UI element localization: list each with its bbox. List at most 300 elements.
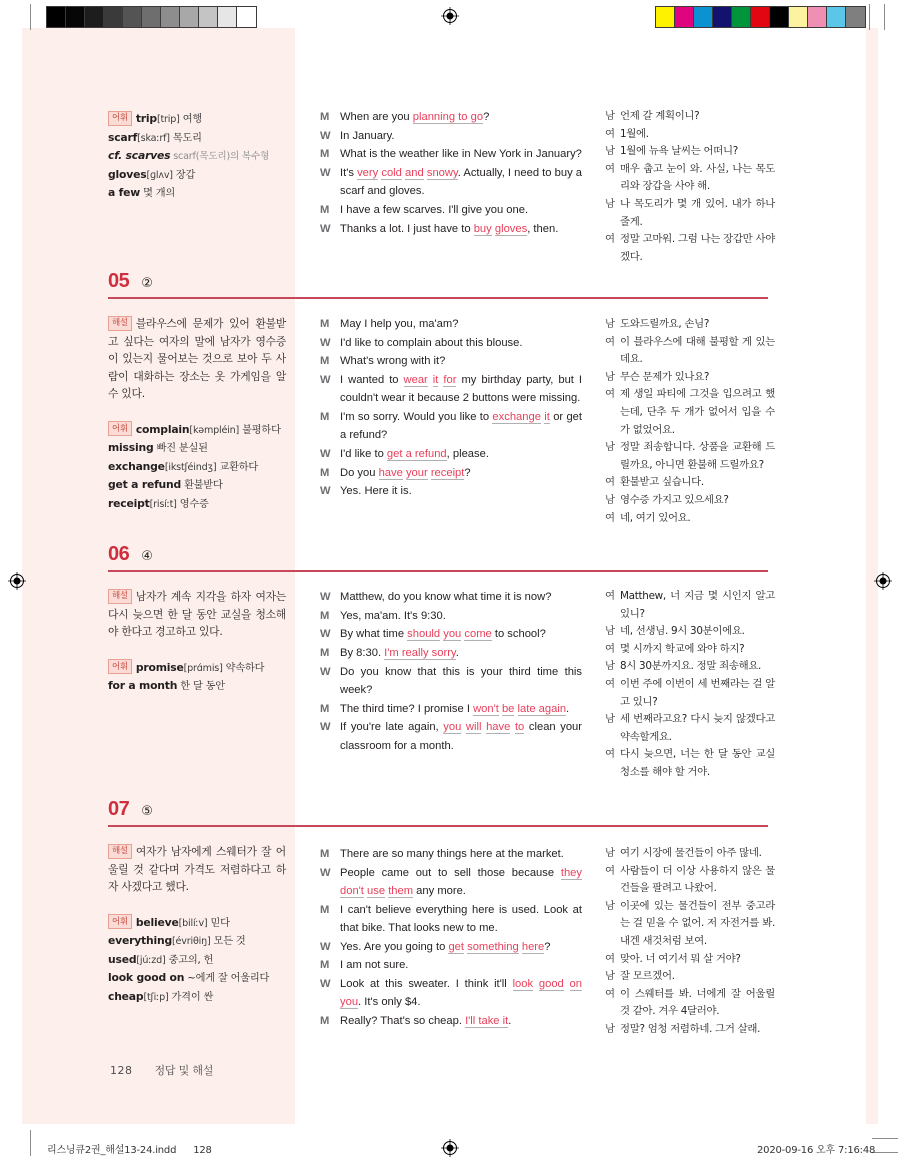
translation-line (605, 968, 775, 986)
question-header-row (108, 543, 768, 570)
color-swatch (751, 7, 770, 27)
translation-text: Matthew, 너 지금 몇 시인지 알고 있니? (620, 590, 775, 620)
explanation-tag: 해설 (108, 316, 132, 331)
highlighted-phrase: it (432, 374, 439, 387)
question-header (108, 798, 768, 827)
translation-text: 잘 모르겠어. (620, 970, 675, 983)
question-number: 06 (108, 543, 130, 565)
grayscale-swatch (180, 7, 199, 27)
translation-speaker-label: 남 (605, 110, 615, 122)
grayscale-calibration-bar (46, 6, 257, 28)
vocabulary-meaning: 모든 것 (210, 936, 246, 947)
utterance-text: I have a few scarves. I'll give you one. (340, 204, 529, 217)
vocabulary-word: scarf (108, 130, 138, 144)
vocabulary-word: for a month (108, 679, 178, 692)
vocabulary-entry (108, 110, 286, 129)
translation-text: 1월에 뉴욕 날씨는 어떠니? (620, 145, 738, 158)
grayscale-swatch (199, 7, 218, 27)
translation-speaker-label: 여 (605, 127, 615, 140)
script-line (320, 1012, 582, 1030)
vocabulary-phonetic: [skaːrf] (137, 132, 170, 144)
vocabulary-word: everything (108, 934, 173, 947)
translation-speaker-label: 여 (605, 476, 615, 489)
speaker-label: W (320, 665, 331, 678)
page-number: 128 (110, 1064, 133, 1077)
vocabulary-word: exchange (108, 459, 165, 473)
grayscale-swatch (161, 7, 180, 27)
vocabulary-phonetic: [trip] (156, 114, 180, 125)
vocabulary-entry (108, 166, 286, 185)
vocabulary-entry (108, 677, 286, 696)
crop-mark-line (869, 4, 870, 30)
color-swatch (808, 7, 827, 27)
print-filename: 리스닝큐2권_해설13-24.indd (47, 1145, 177, 1156)
translation-line (605, 126, 775, 144)
vocabulary-meaning: 영수증 (176, 498, 209, 510)
translation-text: 무슨 문제가 있나요? (620, 370, 710, 383)
script-line (320, 127, 582, 145)
translation-text: 다시 늦으면, 너는 한 달 동안 교실 청소를 해야 할 거야. (620, 748, 775, 778)
speaker-label: M (320, 609, 330, 622)
vocabulary-phonetic: [ikstʃéindʒ] (164, 461, 217, 473)
vocabulary-note (108, 914, 286, 1007)
highlighted-phrase: have (378, 466, 403, 479)
highlighted-phrase: should (407, 628, 441, 641)
translation-text: 도와드릴까요, 손님? (620, 318, 710, 330)
vocabulary-phonetic: [kəmpléin] (189, 424, 240, 436)
utterance-text: By 8:30. I'm really sorry. (340, 647, 459, 660)
speaker-label: M (320, 318, 330, 330)
question-answer: ⑤ (141, 804, 153, 819)
translation-text: 이곳에 있는 물건들이 전부 중고라는 걸 믿을 수 없어. 저 자전거를 봐. 내겐 새것처럼 보여. (620, 899, 775, 947)
crop-mark-line (30, 4, 31, 30)
highlighted-phrase: don't (340, 884, 364, 897)
vocabulary-phonetic: [ɡlʌv] (146, 169, 173, 181)
highlighted-phrase: snowy (426, 167, 458, 180)
translation-line (605, 369, 775, 387)
translation-text: 정말? 엄청 저렴하네. 그거 살래. (620, 1022, 761, 1035)
translation-speaker-label: 남 (605, 370, 615, 383)
translation-text: 매우 춥고 눈이 와. 사실, 나는 목도리와 장갑을 사야 해. (620, 162, 775, 193)
script-line (320, 352, 582, 370)
vocabulary-phonetic: scarf(목도리)의 복수형 (170, 151, 270, 162)
crop-mark-line (30, 1130, 31, 1156)
highlighted-phrase: late again (517, 702, 567, 715)
translation-text: 여기 시장에 물건들이 아주 많네. (620, 847, 762, 859)
registration-target-icon (7, 571, 27, 591)
notes-column (108, 315, 286, 513)
speaker-label: M (320, 204, 330, 217)
registration-target-icon (873, 571, 893, 591)
utterance-text: What's wrong with it? (340, 355, 446, 368)
question-header-row (108, 270, 768, 297)
utterance-text: Do you know that this is your third time this week? (340, 665, 582, 697)
script-line (320, 464, 582, 482)
vocabulary-meaning: 가격이 싼 (168, 991, 214, 1003)
vocabulary-meaning: 몇 개의 (140, 188, 176, 199)
highlighted-phrase: get a refund (386, 447, 447, 460)
translation-text: 영수증 가지고 있으세요? (620, 493, 729, 506)
vocabulary-word: look good on (108, 971, 185, 984)
script-line (320, 625, 582, 643)
translation-line (605, 143, 775, 161)
utterance-text: Yes. Are you going to get something here? (340, 940, 551, 953)
translation-speaker-label: 남 (605, 660, 615, 673)
vocabulary-meaning: 환불받다 (181, 480, 223, 491)
speaker-label: W (320, 222, 331, 235)
utterance-text: I'd like to complain about this blouse. (340, 336, 523, 349)
speaker-label: W (320, 336, 331, 349)
vocabulary-phonetic: [tʃiːp] (143, 991, 169, 1003)
translation-line (605, 1021, 775, 1039)
question-answer: ④ (141, 549, 153, 564)
vocabulary-entry (108, 969, 286, 988)
translation-line (605, 641, 775, 659)
speaker-label: M (320, 466, 330, 479)
question-divider (108, 825, 768, 827)
highlighted-phrase: and (405, 167, 424, 180)
speaker-label: M (320, 959, 330, 972)
translation-line (605, 588, 775, 623)
translation-speaker-label: 남 (605, 145, 615, 158)
vocabulary-meaning: ~에게 잘 어울리다 (184, 973, 270, 984)
question-number: 07 (108, 798, 130, 820)
translation-line (605, 711, 775, 746)
utterance-text: I'd like to get a refund, please. (340, 447, 489, 460)
script-line (320, 334, 582, 352)
script-line (320, 145, 582, 163)
highlighted-phrase: exchange (492, 411, 541, 424)
translation-text: 맞아. 너 여기서 뭐 살 거야? (620, 952, 741, 965)
english-script-column (320, 108, 582, 238)
utterance-text: Really? That's so cheap. I'll take it. (340, 1014, 512, 1027)
translation-speaker-label: 여 (605, 748, 615, 761)
highlighted-phrase: here (521, 940, 545, 953)
vocabulary-meaning: 믿다 (207, 917, 230, 929)
vocabulary-tag: 어휘 (108, 421, 132, 436)
vocabulary-entry (108, 184, 286, 203)
question-number: 05 (108, 270, 130, 292)
translation-text: 네, 여기 있어요. (620, 511, 691, 524)
vocabulary-phonetic: [prɑ́mis] (183, 662, 223, 674)
vocabulary-word: get a refund (108, 478, 182, 491)
crop-mark-line (884, 4, 885, 30)
highlighted-phrase: will (465, 721, 482, 734)
utterance-text: Yes. Here it is. (340, 485, 412, 498)
korean-translation-column (605, 588, 775, 782)
vocabulary-note (108, 110, 286, 203)
highlighted-phrase: cold (381, 167, 402, 180)
grayscale-swatch (237, 7, 256, 27)
speaker-label: W (320, 628, 331, 641)
vocabulary-entry (108, 439, 286, 458)
highlighted-phrase: receipt (430, 466, 465, 479)
script-line (320, 901, 582, 937)
translation-text: 제 생일 파티에 그것을 입으려고 했는데, 단추 두 개가 없어서 입을 수가 없었어요. (620, 388, 775, 436)
highlighted-phrase: very (357, 167, 379, 180)
translation-line (605, 746, 775, 781)
color-swatch (846, 7, 865, 27)
translation-line (605, 623, 775, 641)
vocabulary-entry (108, 914, 286, 933)
highlighted-phrase: your (405, 466, 428, 479)
explanation-tag: 해설 (108, 844, 132, 859)
script-line (320, 108, 582, 126)
utterance-text: The third time? I promise I won't be late again. (340, 702, 570, 715)
translation-speaker-label: 여 (605, 590, 615, 602)
speaker-label: W (320, 129, 331, 142)
translation-line (605, 492, 775, 510)
script-line (320, 864, 582, 900)
translation-text: 사람들이 더 이상 사용하지 않은 물건들을 팔려고 나왔어. (620, 864, 775, 895)
vocabulary-word: cf. scarves (108, 149, 171, 162)
translation-text: 나 목도리가 몇 개 있어. 내가 하나 줄게. (620, 197, 775, 228)
grayscale-swatch (85, 7, 104, 27)
vocabulary-meaning: 불평하다 (239, 424, 281, 436)
speaker-label: M (320, 111, 330, 123)
vocabulary-word: receipt (108, 496, 150, 510)
translation-line (605, 845, 775, 863)
speaker-label: M (320, 848, 330, 860)
translation-text: 8시 30분까지요. 정말 죄송해요. (620, 660, 762, 673)
korean-translation-column (605, 845, 775, 1039)
utterance-text: I'm so sorry. Would you like to exchange it or get a refund? (340, 411, 583, 442)
notes-column (108, 110, 286, 203)
translation-line (605, 231, 775, 266)
crop-mark-line (872, 1152, 898, 1153)
vocabulary-tag: 어휘 (108, 111, 132, 126)
translation-line (605, 986, 775, 1021)
vocabulary-entry (108, 659, 286, 678)
color-swatch (656, 7, 675, 27)
vocabulary-meaning: 여행 (179, 114, 203, 125)
utterance-text: There are so many things here at the market. (340, 848, 564, 860)
vocabulary-meaning: 빠진 분실된 (153, 443, 208, 454)
color-swatch (789, 7, 808, 27)
highlighted-phrase: them (388, 884, 414, 897)
notes-column (108, 588, 286, 696)
vocabulary-meaning: 교환하다 (216, 461, 258, 473)
script-line (320, 700, 582, 718)
utterance-text: It's very cold and snowy. Actually, I need to buy a scarf and gloves. (340, 167, 583, 198)
speaker-label: M (320, 355, 330, 368)
speaker-label: W (320, 591, 331, 603)
print-timestamp: 2020-09-16 오후 7:16:48 (757, 1145, 876, 1156)
grayscale-swatch (142, 7, 161, 27)
script-line (320, 371, 582, 407)
utterance-text: People came out to sell those because they don't use them any more. (340, 866, 582, 897)
utterance-text: Matthew, do you know what time it is now? (340, 591, 552, 603)
speaker-label: W (320, 866, 331, 879)
english-script-column (320, 588, 582, 755)
speaker-label: M (320, 411, 330, 424)
vocabulary-tag: 어휘 (108, 659, 132, 674)
english-script-column (320, 845, 582, 1031)
script-line (320, 607, 582, 625)
vocabulary-entry (108, 951, 286, 970)
translation-text: 네, 선생님. 9시 30분이에요. (620, 625, 745, 638)
script-line (320, 220, 582, 238)
script-line (320, 663, 582, 699)
translation-line (605, 658, 775, 676)
translation-text: 정말 고마워. 그럼 나는 장갑만 사야겠다. (620, 233, 775, 263)
grayscale-swatch (66, 7, 85, 27)
vocabulary-entry (108, 129, 286, 148)
section-title: 정답 및 해설 (154, 1064, 214, 1077)
highlighted-phrase: wear (403, 374, 428, 387)
translation-line (605, 474, 775, 492)
speaker-label: W (320, 940, 331, 953)
vocabulary-entry (108, 495, 286, 514)
translation-speaker-label: 여 (605, 677, 615, 690)
highlighted-phrase: get (448, 940, 464, 953)
translation-line (605, 676, 775, 711)
translation-line (605, 108, 775, 126)
speaker-label: M (320, 1014, 330, 1027)
utterance-text: Thanks a lot. I just have to buy gloves, then. (340, 222, 559, 235)
vocabulary-word: trip (135, 112, 157, 125)
translation-speaker-label: 여 (605, 233, 615, 246)
translation-text: 언제 갈 계획이니? (620, 110, 700, 122)
vocabulary-entry (108, 476, 286, 495)
translation-speaker-label: 여 (605, 952, 615, 965)
speaker-label: W (320, 374, 331, 387)
highlighted-phrase: use (367, 884, 386, 897)
highlighted-phrase: something (467, 940, 519, 953)
highlighted-phrase: good (538, 977, 564, 990)
vocabulary-meaning: 한 달 동안 (177, 681, 225, 692)
utterance-text: Do you have your receipt? (340, 466, 471, 479)
question-divider (108, 570, 768, 572)
translation-speaker-label: 여 (605, 388, 615, 401)
script-line (320, 408, 582, 444)
explanation-tag: 해설 (108, 589, 132, 604)
highlighted-phrase: I'll take it (465, 1014, 509, 1027)
translation-speaker-label: 여 (605, 335, 615, 348)
question-divider (108, 297, 768, 299)
translation-speaker-label: 여 (605, 642, 615, 655)
question-header (108, 543, 768, 572)
vocabulary-entry (108, 458, 286, 477)
print-filename-footer (47, 1141, 212, 1156)
color-swatch (732, 7, 751, 27)
translation-line (605, 863, 775, 898)
utterance-text: What is the weather like in New York in January? (340, 148, 582, 161)
script-line (320, 845, 582, 863)
highlighted-phrase: you (443, 721, 462, 734)
highlighted-phrase: buy (473, 222, 492, 235)
translation-speaker-label: 여 (605, 162, 615, 175)
crop-mark-line (872, 1138, 898, 1139)
question-header (108, 270, 768, 299)
vocabulary-phonetic: [bilíːv] (178, 917, 208, 929)
vocabulary-word: cheap (108, 989, 144, 1003)
highlighted-phrase: won't (473, 702, 499, 715)
utterance-text: May I help you, ma'am? (340, 318, 459, 330)
vocabulary-entry (108, 988, 286, 1007)
translation-line (605, 510, 775, 528)
speaker-label: M (320, 903, 330, 916)
translation-text: 이번 주에 이번이 세 번째라는 걸 알고 있니? (620, 677, 775, 708)
translation-speaker-label: 남 (605, 713, 615, 726)
translation-text: 이 스웨터를 봐. 너에게 잘 어울릴 것 같아. 겨우 4달러야. (620, 987, 775, 1018)
grayscale-swatch (104, 7, 123, 27)
translation-line (605, 196, 775, 231)
page-footer (110, 1062, 213, 1078)
script-line (320, 482, 582, 500)
translation-line (605, 386, 775, 439)
translation-text: 세 번째라고요? 다시 늦지 않겠다고 약속할게요. (620, 713, 775, 743)
script-line (320, 938, 582, 956)
explanation-note: 해설 블라우스에 문제가 있어 환불받고 싶다는 여자의 말에 남자가 영수증이 있는지 물어보는 것으로 보아 두 사람이 대화하는 장소는 옷 가게임을 알 수 있다. (108, 317, 286, 400)
grayscale-swatch (123, 7, 142, 27)
print-page-number: 128 (193, 1145, 212, 1156)
translation-speaker-label: 여 (605, 864, 615, 877)
speaker-label: W (320, 447, 331, 460)
vocabulary-word: complain (135, 422, 190, 436)
vocabulary-word: a few (108, 186, 141, 199)
color-swatch (694, 7, 713, 27)
script-line (320, 201, 582, 219)
speaker-label: W (320, 721, 331, 734)
utterance-text: In January. (340, 129, 395, 142)
speaker-label: M (320, 647, 330, 660)
vocabulary-entry (108, 421, 286, 440)
registration-target-icon (440, 6, 460, 26)
translation-speaker-label: 남 (605, 970, 615, 983)
highlighted-phrase: for (443, 374, 457, 387)
utterance-text: If you're late again, you will have to clean your classroom for a month. (340, 721, 583, 752)
utterance-text: Look at this sweater. I think it'll look good on you. It's only $4. (340, 977, 582, 1009)
grayscale-swatch (218, 7, 237, 27)
script-line (320, 956, 582, 974)
vocabulary-meaning: 약속하다 (222, 662, 265, 674)
translation-text: 몇 시까지 학교에 와야 하지? (620, 642, 745, 655)
vocabulary-tag: 어휘 (108, 914, 132, 929)
question-answer: ② (141, 276, 153, 291)
script-line (320, 315, 582, 333)
translation-text: 1월에. (620, 127, 649, 140)
speaker-label: M (320, 702, 330, 715)
korean-translation-column (605, 108, 775, 266)
utterance-text: I wanted to wear it for my birthday party, but I couldn't wear it because 2 buttons were missing. (340, 374, 583, 405)
translation-speaker-label: 남 (605, 1022, 615, 1035)
vocabulary-word: promise (135, 660, 184, 674)
highlighted-phrase: you (443, 628, 462, 641)
highlighted-phrase: gloves (494, 222, 528, 235)
utterance-text: I can't believe everything here is used. Look at that bike. That looks new to me. (340, 903, 582, 934)
highlighted-phrase: on you (340, 977, 582, 1009)
translation-line (605, 316, 775, 334)
translation-speaker-label: 남 (605, 899, 615, 912)
utterance-text: Yes, ma'am. It's 9:30. (340, 609, 446, 622)
translation-line (605, 161, 775, 196)
grayscale-swatch (47, 7, 66, 27)
translation-speaker-label: 남 (605, 493, 615, 506)
vocabulary-phonetic: [júːzd] (136, 954, 166, 966)
vocabulary-word: missing (108, 441, 154, 454)
script-line (320, 445, 582, 463)
translation-text: 정말 죄송합니다. 상품을 교환해 드릴까요, 아니면 환불해 드릴까요? (620, 441, 775, 471)
explanation-note: 해설 남자가 계속 지각을 하자 여자는 다시 늦으면 한 달 동안 교실을 청소해야 한다고 경고하고 있다. (108, 590, 286, 638)
translation-speaker-label: 남 (605, 625, 615, 638)
registration-target-icon (440, 1138, 460, 1158)
script-line (320, 975, 582, 1011)
notes-column (108, 843, 286, 1006)
color-swatch (675, 7, 694, 27)
vocabulary-word: believe (135, 915, 179, 929)
vocabulary-entry (108, 932, 286, 951)
